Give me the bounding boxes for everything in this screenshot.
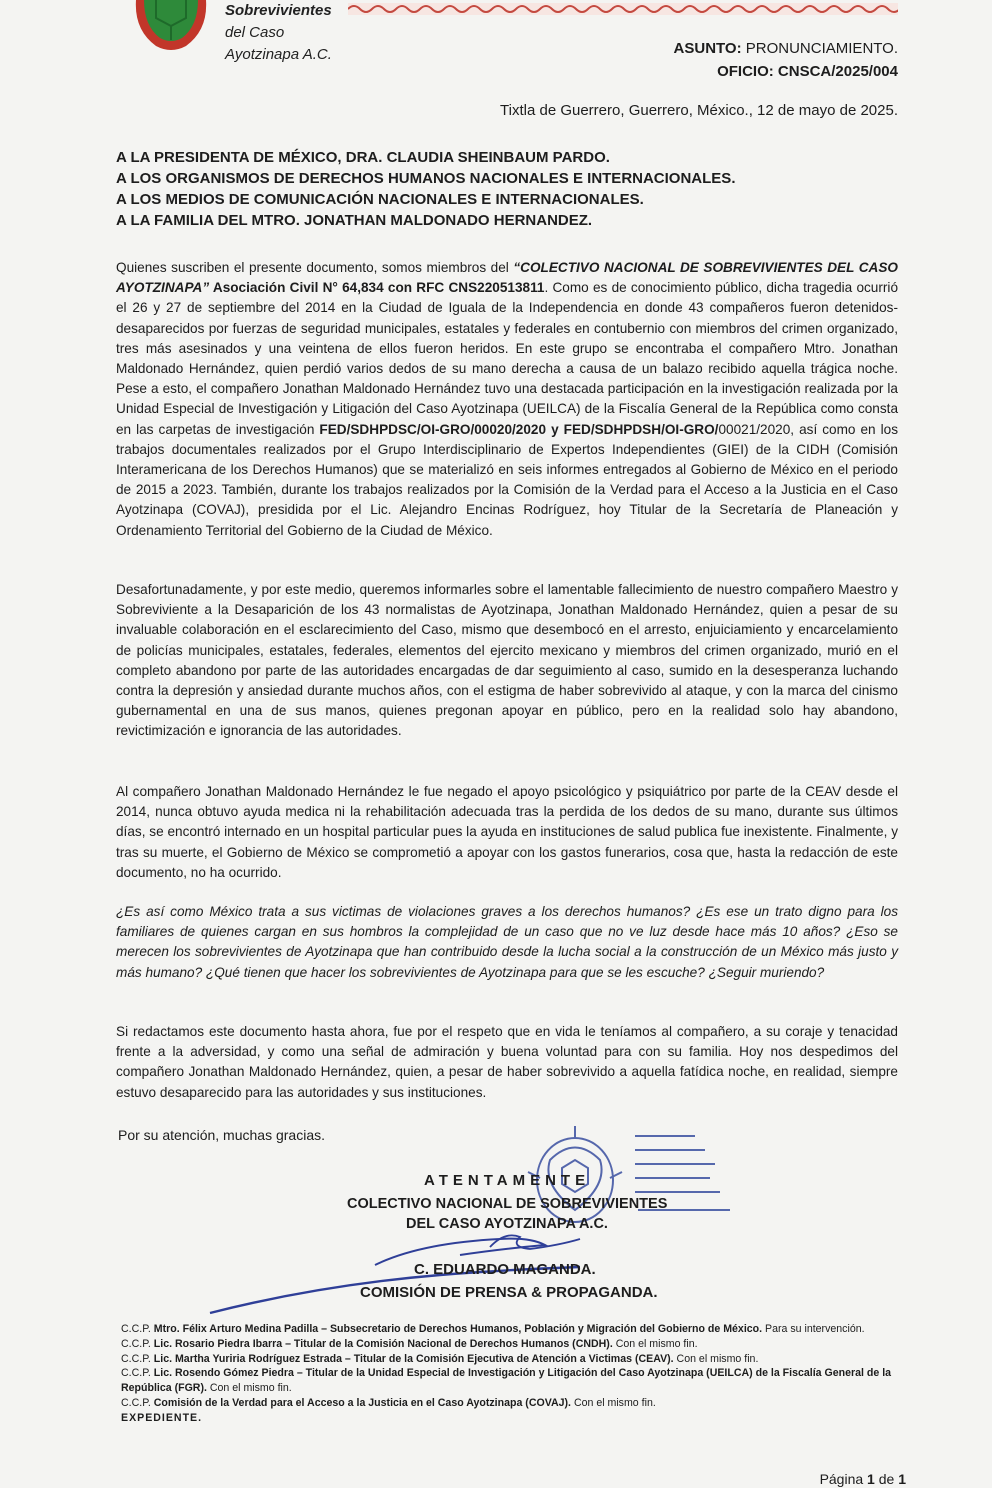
p3-text: Al compañero Jonathan Maldonado Hernández le fue negado el apoyo psicológico y psiquiátrico por parte de la CEAV desde el 2014, nunca obtuvo ayuda medica ni la rehabilitación adecuada tras la perdida de los dedos de su mano, durante sus últimos días, se encontró internado en un hospital particular pues la ayuda en instituciones de salud publica fue inexistente. Finalmente, y tras su muerte, el Gobierno de México se comprometió a apoyar con los gastos funerarios, cosa que, hasta la redacción de este documento, no ha ocurrido. [116,784,898,880]
body-paragraph-1 [116,258,898,541]
signature-org-line2: DEL CASO AYOTZINAPA A.C. [406,1216,608,1232]
oficio-line [674,60,898,83]
ccp-item: C.C.P. Comisión de la Verdad para el Acceso a la Justicia en el Caso Ayotzinapa (COVAJ). Con el mismo fin. [121,1396,656,1409]
org-name-line3: Ayotzinapa A.C. [225,46,332,63]
oficio-label: OFICIO: [717,63,774,80]
decorative-border [348,3,898,15]
p4-text: ¿Es así como México trata a sus victimas de violaciones graves a los derechos humanos? ¿Es ese un trato digno para los familiares de quienes cargan en sus hombros la complejidad de un caso que no ve luz desde hace más 10 años? ¿Eso se merecen los sobrevivientes de Ayotzinapa que han contribuido desde la lucha social a la construcción de un México más justo y más humano? ¿Qué tienen que hacer los sobrevivientes de Ayotzinapa para que se les escuche? ¿Seguir muriendo? [116,904,898,980]
ccp-item: C.C.P. Mtro. Félix Arturo Medina Padilla – Subsecretario de Derechos Humanos, Población y Migración del Gobierno de México. Para su intervención. [121,1323,865,1335]
closing-thanks: Por su atención, muchas gracias. [118,1127,325,1143]
organization-name [225,0,332,66]
expediente-label: EXPEDIENTE. [121,1411,203,1424]
body-paragraph-3 [116,782,898,883]
addressees [116,147,735,231]
subject-value: PRONUNCIAMIENTO. [745,40,898,57]
signatory-name: C. EDUARDO MAGANDA. [414,1261,596,1278]
p1-registration: Asociación Civil N° 64,834 con RFC CNS220513811 [209,280,545,296]
org-name-line2: del Caso [225,24,285,41]
p2-text: Desafortunadamente, y por este medio, queremos informarles sobre el lamentable fallecimiento de nuestro compañero Maestro y Sobreviviente a la Desaparición de los 43 normalistas de Ayotzinapa, Jonathan Maldonado Hernández, quien a pesar de su invaluable colaboración en el esclarecimiento del Caso, mismo que desembocó en el arresto, enjuiciamiento y encarcelamiento de policías municipales, estatales, federales, elementos del ejercito mexicano y miembros del crimen organizado, murió en el completo abandono por parte de las autoridades encargadas de dar seguimiento al caso, sumido en la desesperanza luchando contra la depresión y ansiedad durante muchos años, con el estigma de haber sobrevivido al ataque, y con la marca del cinismo gubernamental en una de sus manos, quienes pregonan apoyar en público, pero en la realidad solo hay abandono, revictimización e ignorancia de las autoridades. [116,582,898,739]
p1-case-files: FED/SDHPDSC/OI-GRO/00020/2020 y FED/SDHPDSH/OI-GRO/ [319,421,719,437]
addressee-line: A LA FAMILIA DEL MTRO. JONATHAN MALDONADO HERNANDEZ. [116,212,593,229]
subject-block [674,37,898,83]
p1-collective-name: “COLECTIVO NACIONAL DE SOBREVIVIENTES DEL CASO AYOTZINAPA” [116,260,898,296]
addressee-line: A LOS MEDIOS DE COMUNICACIÓN NACIONALES E INTERNACIONALES. [116,191,644,208]
p1-text-end: , así como en los trabajos documentales realizados por el Grupo Interdisciplinario de Expertos Independientes (GIEI) de la CIDH (Comisión Interamericana de los Derechos Humanos) que se materializó en seis informes entregados al Gobierno de México en el periodo de 2015 a 2023. También, durante los trabajos realizados por la Comisión de la Verdad para el Acceso a la Justicia en el Caso Ayotzinapa (COVAJ), presidida por el Lic. Alejandro Encinas Rodríguez, hoy Titular de la Secretaría de Planeación y Ordenamiento Territorial del Gobierno de la Ciudad de México. [116,421,898,538]
turtle-logo-icon [130,0,212,52]
place-date: Tixtla de Guerrero, Guerrero, México., 12 de mayo de 2025. [500,102,898,119]
body-paragraph-5 [116,1022,898,1103]
signature-org-line1: COLECTIVO NACIONAL DE SOBREVIVIENTES [347,1196,668,1212]
addressee-line: A LOS ORGANISMOS DE DERECHOS HUMANOS NACIONALES E INTERNACIONALES. [116,170,736,187]
signatory-role: COMISIÓN DE PRENSA & PROPAGANDA. [360,1284,658,1301]
p1-text: . Como es de conocimiento público, dicha tragedia ocurrió el 26 y 27 de septiembre del 2014 en la Ciudad de Iguala de la Independencia en donde 43 compañeros fueron detenidos-desaparecidos por fuerzas de seguridad municipales, estatales y federales en contubernio con miembros del crimen organizado, tres más asesinados y una veintena de ellos fueron heridos. En este grupo se encontraba el compañero Mtro. Jonathan Maldonado Hernández, quien perdió varios dedos de su mano derecha a causa de un balazo recibido aquella trágica noche. Pese a esto, el compañero Jonathan Maldonado Hernández tuvo una destacada participación en la investigación realizada por la Unidad Especial de Investigación y Litigación del Caso Ayotzinapa (UEILCA) de la Fiscalía General de la República como consta en las carpetas de investigación [116,280,899,437]
signature-closing: ATENTAMENTE [424,1172,591,1189]
p1-case-file-number: 00021/2020 [718,421,791,437]
subject-label: ASUNTO: [673,40,742,57]
p1-intro: Quienes suscriben el presente documento, somos miembros del [116,260,514,275]
oficio-value: CNSCA/2025/004 [777,63,898,80]
body-paragraph-4 [116,902,898,983]
org-name-line1: Sobrevivientes [225,2,332,19]
ccp-item: C.C.P. Lic. Rosario Piedra Ibarra – Titular de la Comisión Nacional de Derechos Humanos (CNDH). Con el mismo fin. [121,1337,698,1350]
body-paragraph-2 [116,580,898,742]
subject-line [674,37,898,60]
page-number: Página 1 de 1 [819,1471,906,1487]
carbon-copy-list [121,1322,905,1426]
ccp-item: C.C.P. Lic. Rosendo Gómez Piedra – Titular de la Unidad Especial de Investigación y Litigación del Caso Ayotzinapa (UEILCA) de la Fiscalía General de la República (FGR). Con el mismo fin. [121,1367,892,1395]
addressee-line: A LA PRESIDENTA DE MÉXICO, DRA. CLAUDIA SHEINBAUM PARDO. [116,149,610,166]
p5-text: Si redactamos este documento hasta ahora, fue por el respeto que en vida le teníamos al compañero, a su coraje y tenacidad frente a la adversidad, y como una señal de admiración y buena voluntad para con su familia. Hoy nos despedimos del compañero Jonathan Maldonado Hernández, quien, a pesar de haber sobrevivido a aquella fatídica noche, en realidad, siempre estuvo desaparecido para las autoridades y sus instituciones. [116,1024,898,1100]
ccp-item: C.C.P. Lic. Martha Yuriria Rodríguez Estrada – Titular de la Comisión Ejecutiva de Atención a Victimas (CEAV). Con el mismo fin. [121,1352,759,1365]
